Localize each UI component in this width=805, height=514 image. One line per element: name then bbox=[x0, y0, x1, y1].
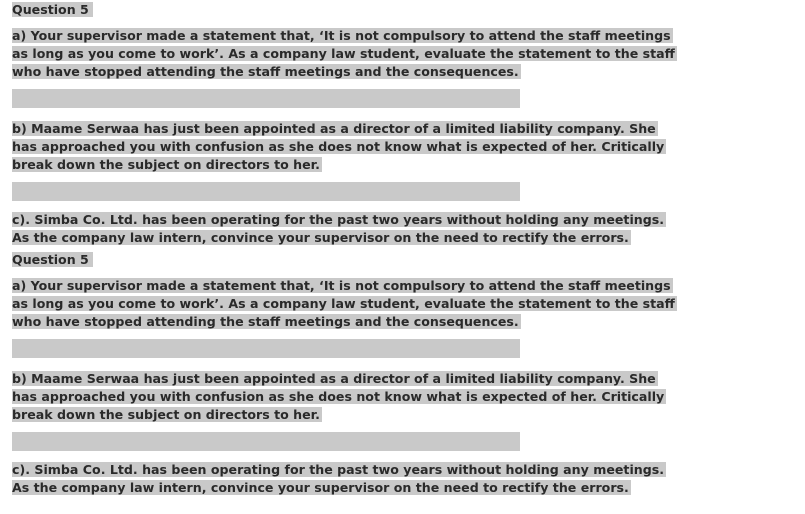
question-heading bbox=[12, 251, 692, 269]
question-part-c-text: c). Simba Co. Ltd. has been operating for the past two years without holding any meetings. As the company law intern, convince your supervisor on the need to rectify the errors. bbox=[12, 212, 665, 245]
question-part-a bbox=[12, 27, 684, 81]
question-heading-text: Question 5 bbox=[12, 252, 93, 267]
document-body bbox=[12, 0, 692, 497]
question-part-a-text: a) Your supervisor made a statement that, ‘It is not compulsory to attend the staff meetings as long as you come to work’. As a company law student, evaluate the statement to the staff who have stopped attending the staff meetings and the consequences. bbox=[12, 278, 675, 329]
answer-placeholder-bar bbox=[12, 182, 520, 201]
question-part-c bbox=[12, 211, 684, 247]
question-part-b-text: b) Maame Serwaa has just been appointed as a director of a limited liability company. She has approached you with confusion as she does not know what is expected of her. Critically break down the subject on directors to her. bbox=[12, 371, 665, 422]
question-part-b-text: b) Maame Serwaa has just been appointed as a director of a limited liability company. She has approached you with confusion as she does not know what is expected of her. Critically break down the subject on directors to her. bbox=[12, 121, 665, 172]
answer-placeholder-bar bbox=[12, 339, 520, 358]
question-part-c-text: c). Simba Co. Ltd. has been operating for the past two years without holding any meetings. As the company law intern, convince your supervisor on the need to rectify the errors. bbox=[12, 462, 665, 495]
question-part-c bbox=[12, 461, 684, 497]
question-part-a bbox=[12, 277, 684, 331]
question-part-b bbox=[12, 370, 684, 424]
question-part-b bbox=[12, 120, 684, 174]
answer-placeholder-bar bbox=[12, 89, 520, 108]
question-heading bbox=[12, 1, 692, 19]
question-part-a-text: a) Your supervisor made a statement that, ‘It is not compulsory to attend the staff meetings as long as you come to work’. As a company law student, evaluate the statement to the staff who have stopped attending the staff meetings and the consequences. bbox=[12, 28, 675, 79]
answer-placeholder-bar bbox=[12, 432, 520, 451]
question-heading-text: Question 5 bbox=[12, 2, 93, 17]
